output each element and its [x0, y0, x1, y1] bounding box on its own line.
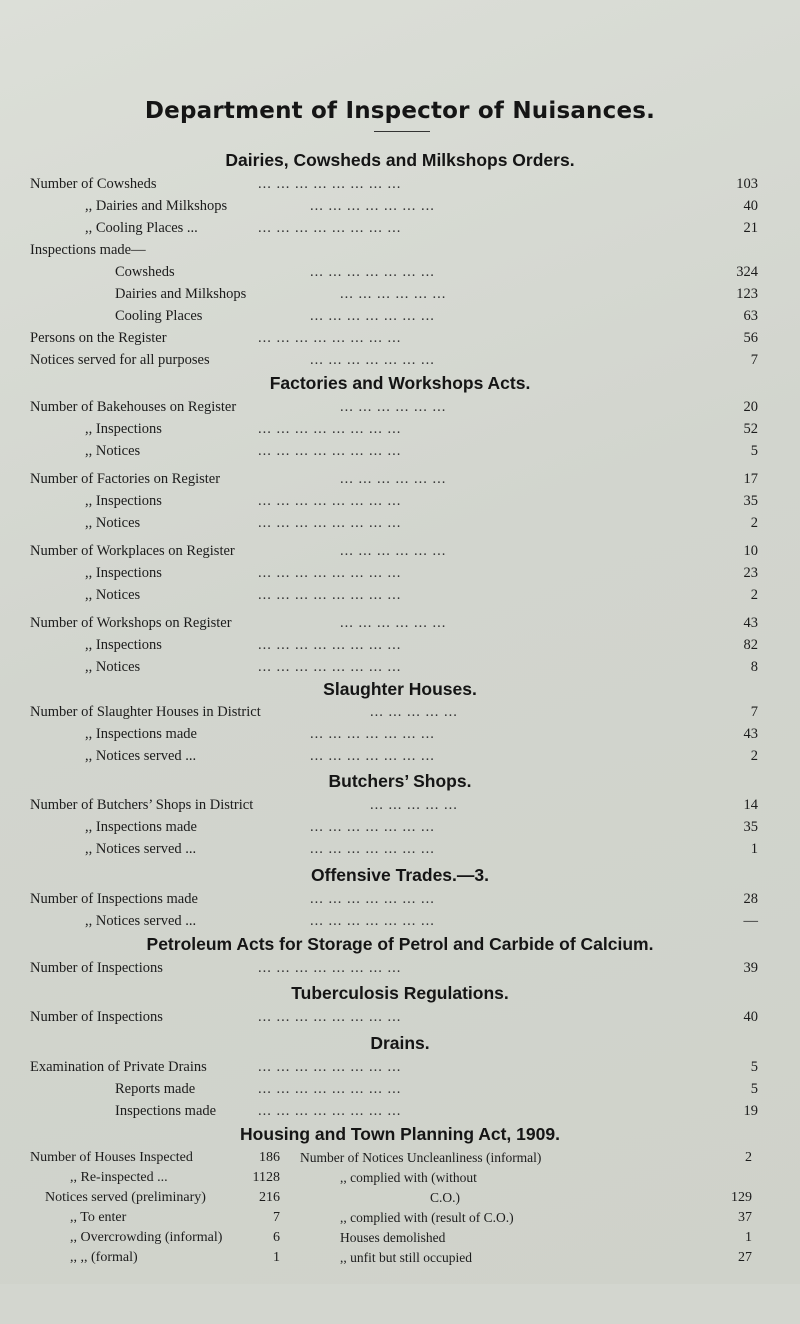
row-label: Notices served for all purposes	[30, 352, 210, 368]
row-label: ,, Inspections	[85, 493, 162, 509]
row-value: 5	[750, 443, 758, 459]
table-row	[0, 910, 800, 932]
row-label: Persons on the Register	[30, 330, 167, 346]
row-label: ,, Notices served ...	[85, 913, 197, 929]
table-row	[0, 612, 800, 634]
housing-left-value: 186	[259, 1150, 280, 1165]
leader-dots: ... ... ... ... ... ... ... ...	[258, 421, 402, 437]
row-label: Number of Bakehouses on Register	[30, 399, 237, 415]
leader-dots: ... ... ... ... ... ... ... ...	[258, 659, 402, 675]
row-label: Examination of Private Drains	[30, 1059, 207, 1075]
row-label: Number of Butchers’ Shops in District	[30, 797, 254, 813]
row-label: Cowsheds	[115, 264, 175, 280]
table-row	[0, 490, 800, 512]
housing-right-value: 129	[731, 1190, 752, 1205]
leader-dots: ... ... ... ... ... ... ... ...	[258, 515, 402, 531]
row-label: Number of Inspections made	[30, 891, 198, 907]
housing-section	[0, 1124, 800, 1324]
housing-left-label: Number of Houses Inspected	[30, 1150, 193, 1165]
housing-left-label: ,, ,, (formal)	[70, 1250, 138, 1265]
row-value: 5	[750, 1081, 758, 1097]
leader-dots: ... ... ... ... ... ... ...	[310, 264, 435, 280]
housing-left-value: 1128	[252, 1170, 280, 1185]
row-value: 8	[750, 659, 758, 675]
leader-dots: ... ... ... ... ... ... ... ...	[258, 1081, 402, 1097]
row-label: Number of Inspections	[30, 1009, 163, 1025]
table-row	[0, 261, 800, 283]
table-row	[0, 1100, 800, 1122]
section-heading-offensive-trades: Offensive Trades.—3.	[311, 865, 489, 885]
table-row	[0, 656, 800, 678]
row-label: Reports made	[115, 1081, 196, 1097]
row-label: ,, Inspections	[85, 421, 162, 437]
housing-right-label: Houses demolished	[340, 1230, 446, 1245]
row-value: 63	[743, 308, 758, 324]
leader-dots: ... ... ... ... ... ... ... ...	[258, 587, 402, 603]
table-row	[0, 794, 800, 816]
row-label: Number of Workplaces on Register	[30, 543, 235, 559]
table-row	[0, 723, 800, 745]
row-value: 10	[743, 543, 758, 559]
table-row	[0, 173, 800, 195]
row-value: 2	[750, 587, 758, 603]
row-value: 43	[743, 615, 758, 631]
row-label: Dairies and Milkshops	[115, 286, 247, 302]
row-value: 2	[750, 748, 758, 764]
row-label: ,, Inspections made	[85, 819, 197, 835]
housing-left-value: 6	[273, 1230, 280, 1245]
leader-dots: ... ... ... ... ... ... ... ...	[258, 1009, 402, 1025]
row-value: 21	[743, 220, 758, 236]
row-label: Inspections made—	[30, 242, 146, 258]
housing-left-label: ,, Overcrowding (informal)	[70, 1230, 223, 1245]
leader-dots: ... ... ... ... ...	[370, 797, 458, 813]
leader-dots: ... ... ... ... ... ... ... ...	[258, 1059, 402, 1075]
table-row	[0, 195, 800, 217]
housing-right-value: 1	[745, 1230, 752, 1245]
leader-dots: ... ... ... ... ... ... ...	[310, 819, 435, 835]
leader-dots: ... ... ... ... ... ... ...	[310, 748, 435, 764]
section-heading-housing: Housing and Town Planning Act, 1909.	[240, 1124, 560, 1144]
housing-right-value: 27	[738, 1250, 752, 1265]
table-row	[0, 512, 800, 534]
table-row	[0, 396, 800, 418]
row-label: ,, Notices	[85, 659, 141, 675]
row-label: Cooling Places	[115, 308, 203, 324]
row-label: ,, Cooling Places ...	[85, 220, 198, 236]
row-value: 56	[743, 330, 758, 346]
row-value: 23	[743, 565, 758, 581]
table-row	[0, 305, 800, 327]
table-row	[0, 888, 800, 910]
table-row	[0, 239, 800, 261]
row-value: 7	[750, 704, 758, 720]
table-row	[0, 701, 800, 723]
housing-right-label: Number of Notices Uncleanliness (informal)	[300, 1150, 542, 1165]
leader-dots: ... ... ... ... ... ... ...	[310, 308, 435, 324]
leader-dots: ... ... ... ... ... ... ...	[310, 198, 435, 214]
row-value: 35	[743, 819, 758, 835]
leader-dots: ... ... ... ... ... ... ... ...	[258, 1103, 402, 1119]
row-label: ,, Inspections	[85, 637, 162, 653]
row-label: Number of Slaughter Houses in District	[30, 704, 261, 720]
housing-left-label: ,, Re-inspected ...	[70, 1170, 168, 1185]
row-label: ,, Notices	[85, 443, 141, 459]
row-value: 20	[743, 399, 758, 415]
table-row	[0, 283, 800, 305]
row-label: ,, Notices	[85, 587, 141, 603]
table-row	[0, 1078, 800, 1100]
row-label: ,, Notices served ...	[85, 841, 197, 857]
leader-dots: ... ... ... ... ... ...	[340, 399, 447, 415]
row-value: 28	[743, 891, 758, 907]
leader-dots: ... ... ... ... ... ...	[340, 543, 447, 559]
housing-right-label: ,, complied with (without	[340, 1170, 477, 1185]
housing-left-value: 216	[259, 1190, 280, 1205]
housing-left-label: Notices served (preliminary)	[45, 1190, 206, 1205]
housing-left-value: 1	[273, 1250, 280, 1265]
leader-dots: ... ... ... ... ... ... ... ...	[258, 493, 402, 509]
row-value: 39	[743, 960, 758, 976]
row-value: 35	[743, 493, 758, 509]
row-label: ,, Dairies and Milkshops	[85, 198, 228, 214]
table-row	[0, 217, 800, 239]
row-value: 5	[750, 1059, 758, 1075]
table-row	[0, 468, 800, 490]
table-row	[0, 838, 800, 860]
section-heading-petroleum-acts: Petroleum Acts for Storage of Petrol and Carbide of Calcium.	[146, 934, 654, 954]
section-heading-tuberculosis: Tuberculosis Regulations.	[291, 983, 509, 1003]
row-value: 40	[743, 1009, 758, 1025]
row-value: 14	[743, 797, 758, 813]
table-row	[0, 584, 800, 606]
table-row	[0, 562, 800, 584]
leader-dots: ... ... ... ... ... ... ... ...	[258, 637, 402, 653]
leader-dots: ... ... ... ... ... ...	[340, 615, 447, 631]
table-row	[0, 816, 800, 838]
housing-right-label: C.O.)	[430, 1190, 460, 1205]
leader-dots: ... ... ... ... ... ... ... ...	[258, 565, 402, 581]
leader-dots: ... ... ... ... ... ... ...	[310, 841, 435, 857]
table-row	[0, 1056, 800, 1078]
row-value: —	[743, 913, 758, 929]
table-row	[0, 327, 800, 349]
row-value: 82	[743, 637, 758, 653]
leader-dots: ... ... ... ... ... ... ... ...	[258, 443, 402, 459]
table-row	[0, 540, 800, 562]
row-label: ,, Notices	[85, 515, 141, 531]
row-label: Number of Workshops on Register	[30, 615, 232, 631]
housing-right-value: 2	[745, 1150, 752, 1165]
row-value: 123	[736, 286, 758, 302]
row-value: 19	[743, 1103, 758, 1119]
housing-right-label: ,, complied with (result of C.O.)	[340, 1210, 514, 1225]
row-label: Number of Inspections	[30, 960, 163, 976]
table-row	[0, 418, 800, 440]
section-heading-factories: Factories and Workshops Acts.	[269, 373, 531, 393]
row-label: ,, Notices served ...	[85, 748, 197, 764]
row-label: Number of Cowsheds	[30, 176, 157, 192]
leader-dots: ... ... ... ... ...	[370, 704, 458, 720]
housing-right-label: ,, unfit but still occupied	[340, 1250, 472, 1265]
row-value: 43	[743, 726, 758, 742]
section-heading-butchers-shops: Butchers’ Shops.	[328, 771, 472, 791]
row-value: 52	[743, 421, 758, 437]
leader-dots: ... ... ... ... ... ...	[340, 471, 447, 487]
leader-dots: ... ... ... ... ... ... ... ...	[258, 960, 402, 976]
row-value: 2	[750, 515, 758, 531]
section-heading-slaughter-houses: Slaughter Houses.	[323, 679, 477, 699]
housing-right-value: 37	[738, 1210, 752, 1225]
row-label: ,, Inspections made	[85, 726, 197, 742]
page-title: Department of Inspector of Nuisances.	[144, 98, 656, 124]
leader-dots: ... ... ... ... ... ... ...	[310, 891, 435, 907]
table-row	[0, 745, 800, 767]
table-row	[0, 1006, 800, 1028]
section-heading-drains: Drains.	[370, 1033, 430, 1053]
leader-dots: ... ... ... ... ... ... ... ...	[258, 176, 402, 192]
housing-right-value	[702, 1168, 752, 1188]
leader-dots: ... ... ... ... ... ...	[340, 286, 447, 302]
leader-dots: ... ... ... ... ... ... ...	[310, 913, 435, 929]
row-label: Number of Factories on Register	[30, 471, 221, 487]
row-value: 1	[750, 841, 758, 857]
housing-left-value: 7	[273, 1210, 280, 1225]
leader-dots: ... ... ... ... ... ... ...	[310, 726, 435, 742]
table-row	[0, 349, 800, 371]
table-row	[0, 440, 800, 462]
leader-dots: ... ... ... ... ... ... ... ...	[258, 220, 402, 236]
title-rule	[374, 131, 430, 132]
row-value: 40	[743, 198, 758, 214]
housing-left-label: ,, To enter	[70, 1210, 127, 1225]
row-label: Inspections made	[115, 1103, 217, 1119]
row-value: 7	[750, 352, 758, 368]
table-row	[0, 634, 800, 656]
row-value: 103	[736, 176, 758, 192]
table-row	[0, 957, 800, 979]
row-label: ,, Inspections	[85, 565, 162, 581]
row-value: 17	[743, 471, 758, 487]
section-heading-dairies: Dairies, Cowsheds and Milkshops Orders.	[225, 150, 575, 170]
row-value: 324	[736, 264, 758, 280]
leader-dots: ... ... ... ... ... ... ...	[310, 352, 435, 368]
leader-dots: ... ... ... ... ... ... ... ...	[258, 330, 402, 346]
